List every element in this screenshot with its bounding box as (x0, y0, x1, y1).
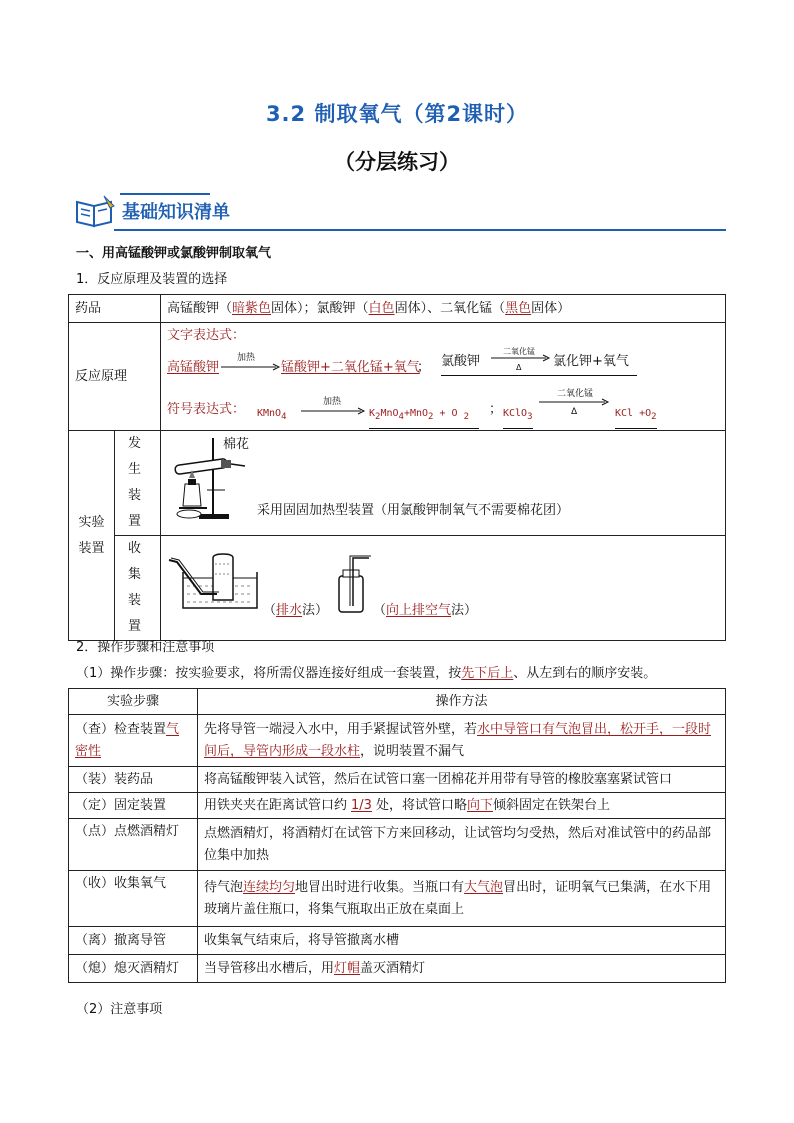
step-remove: （离）撤离导管 (69, 927, 198, 955)
answer-continuous: 连续均匀 (243, 879, 296, 895)
catalyst-label: 二氧化锰 (503, 347, 535, 356)
plus-o2b: +O (639, 408, 652, 419)
steps-table (68, 688, 726, 983)
catalyst-label-2: 二氧化锰 (557, 389, 594, 399)
step-load: （装）装药品 (69, 767, 198, 793)
mno2-arrow-1 (491, 345, 551, 371)
heading-1: 一、用高锰酸钾或氯酸钾制取氧气 (76, 246, 272, 261)
banner-rule-top (120, 193, 210, 195)
kclo3-word: 氯酸钾 (441, 354, 481, 369)
k-formula: K (369, 408, 376, 419)
answer-white: 白色 (368, 300, 395, 316)
drugs-cell (161, 295, 726, 323)
drugs-label: 药品 (69, 295, 161, 323)
col-cell (161, 536, 726, 641)
method-extinguish-2: 盖灭酒精灯 (360, 960, 426, 976)
page-subtitle: （分层练习） (334, 150, 460, 174)
drugs-text-4: 固体） (531, 300, 571, 316)
step-check (69, 715, 198, 767)
kmno4-symbol (257, 403, 287, 428)
book-icon (74, 194, 118, 228)
col-label-text: 收集装置 (127, 541, 147, 634)
answer-bubbles: 水中导管口有气泡冒出，松开手，一段时间后，导管内形成一段水柱 (204, 721, 712, 759)
method-load: 将高锰酸钾装入试管，然后在试管口塞一团棉花并用带有导管的橡胶塞塞紧试管口 (198, 767, 726, 793)
heat-condition-2: 加热 (323, 397, 342, 407)
plus-o2: + O (439, 408, 458, 419)
answer-black: 黑色 (505, 300, 532, 316)
steps-intro-2: 、从左到右的顺序安装。 (513, 666, 657, 681)
sep-1: ； (417, 360, 431, 375)
kmno4-products-symbol (369, 403, 479, 429)
mno2-arrow-2 (539, 385, 611, 417)
method-remove: 收集氧气结束后，将导管撤离水槽 (198, 927, 726, 955)
heading-2: 2．操作步骤和注意事项 (76, 640, 215, 655)
water-method (263, 600, 328, 622)
method-fix-1: 用铁夹夹在距离试管口约 (204, 797, 348, 813)
device-label-text: 实验装置 (78, 514, 105, 556)
steps-intro (76, 662, 656, 681)
kclo3-underline (441, 375, 637, 376)
col-label (115, 536, 161, 641)
word-equation-label: 文字表达式： (167, 328, 246, 343)
banner-rule (114, 229, 726, 231)
air-method (373, 600, 477, 622)
answer-airtight: 气密性 (75, 721, 180, 759)
method-collect-1: 待气泡 (204, 879, 244, 895)
answer-order: 先下后上 (461, 666, 514, 681)
principle-label: 反应原理 (69, 323, 161, 431)
sub-3: 3 (527, 412, 533, 422)
step-extinguish: （熄）熄灭酒精灯 (69, 955, 198, 983)
header-method: 操作方法 (198, 689, 726, 715)
kmno4-products-word: 锰酸钾+二氧化锰+氧气 (281, 360, 420, 375)
answer-downward: 向下 (466, 797, 493, 813)
answer-air: 向上排空气 (386, 603, 452, 618)
answer-third: 1/3 (351, 797, 372, 813)
gen-description: 采用固固加热型装置（用氯酸钾制氧气不需要棉花团） (257, 503, 570, 518)
notes-heading: （2）注意事项 (76, 1002, 163, 1017)
drugs-text-3: 固体）、二氧化锰（ (394, 300, 506, 316)
drugs-text-2: 固体）；氯酸钾（ (271, 300, 369, 316)
banner-text: 基础知识清单 (122, 202, 230, 223)
answer-big-bubbles: 大气泡 (464, 879, 504, 895)
sub-2b: 2 (428, 412, 434, 422)
delta-1: Δ (516, 363, 522, 372)
method-light: 点燃酒精灯，将酒精灯在试管下方来回移动，让试管均匀受热，然后对准试管中的药品部位集中加热 (198, 819, 726, 871)
kclo3-formula: KClO (503, 408, 528, 419)
method-collect (198, 871, 726, 927)
water-displacement-illustration (167, 552, 259, 612)
steps-intro-1: （1）操作步骤：按实验要求，将所需仪器连接好组成一套装置，按 (76, 666, 462, 681)
sub-4b: 4 (398, 412, 404, 422)
principle-cell (161, 323, 726, 431)
method-fix (198, 793, 726, 819)
method-check-1: 先将导管一端浸入水中，用手紧握试管外壁，若 (204, 721, 478, 737)
answer-water: 排水 (276, 603, 303, 618)
method-check (198, 715, 726, 767)
step-check-text: （查）检查装置 (75, 721, 167, 737)
cotton-label: 棉花 (223, 437, 250, 452)
sub-2c: 2 (463, 412, 469, 422)
section-banner (74, 190, 726, 232)
plus-mno2: +MnO (403, 408, 429, 419)
step-collect: （收）收集氧气 (69, 871, 198, 927)
sub-2d: 2 (651, 412, 657, 422)
kclo3-products-word: 氯化钾+氧气 (553, 354, 629, 369)
page-title: 3.2 制取氧气（第2课时） (265, 102, 529, 126)
gen-label-text: 发生装置 (127, 436, 147, 529)
step-light: （点）点燃酒精灯 (69, 819, 198, 871)
air-text-1: （ (373, 603, 387, 618)
air-displacement-illustration (331, 554, 375, 616)
kcl-formula: KCl (615, 408, 634, 419)
drugs-text-1: 高锰酸钾（ (167, 300, 233, 316)
sep-2: ； (489, 402, 503, 417)
method-collect-3: 冒出时，证明氧气已集满，在水下用玻璃片盖住瓶口，将集气瓶取出正放在桌面上 (204, 879, 712, 917)
kclo3-symbol (503, 403, 533, 429)
method-fix-3: 倾斜固定在铁架台上 (492, 797, 610, 813)
air-text-2: 法） (451, 603, 478, 618)
step-fix: （定）固定装置 (69, 793, 198, 819)
water-text-2: 法） (302, 603, 329, 618)
answer-dark-purple: 暗紫色 (232, 300, 272, 316)
method-extinguish-1: 当导管移出水槽后，用 (204, 960, 335, 976)
sub-2a: 2 (375, 412, 381, 422)
kmno4-word: 高锰酸钾 (167, 360, 220, 375)
mno-formula: MnO (380, 408, 399, 419)
method-collect-2: 地冒出时进行收集。当瓶口有 (295, 879, 465, 895)
reaction-table (68, 294, 726, 641)
delta-2: Δ (571, 407, 578, 417)
heat-arrow-1 (221, 351, 281, 371)
method-extinguish (198, 955, 726, 983)
kmno4-formula: KMnO (257, 408, 282, 419)
heat-condition: 加热 (237, 353, 256, 363)
method-check-2: ，说明装置不漏气 (360, 743, 465, 759)
method-fix-2: 处，将试管口略 (375, 797, 467, 813)
header-step: 实验步骤 (69, 689, 198, 715)
kclo3-products-symbol (615, 403, 657, 429)
symbol-equation-label: 符号表达式： (167, 402, 246, 417)
water-text-1: （ (263, 603, 277, 618)
gen-cell (161, 431, 726, 536)
sub-4: 4 (281, 412, 287, 422)
heading-1-1: 1．反应原理及装置的选择 (76, 272, 228, 287)
gen-label (115, 431, 161, 536)
device-label (69, 431, 115, 641)
answer-lamp-cap: 灯帽 (334, 960, 361, 976)
heat-arrow-2 (301, 395, 367, 415)
